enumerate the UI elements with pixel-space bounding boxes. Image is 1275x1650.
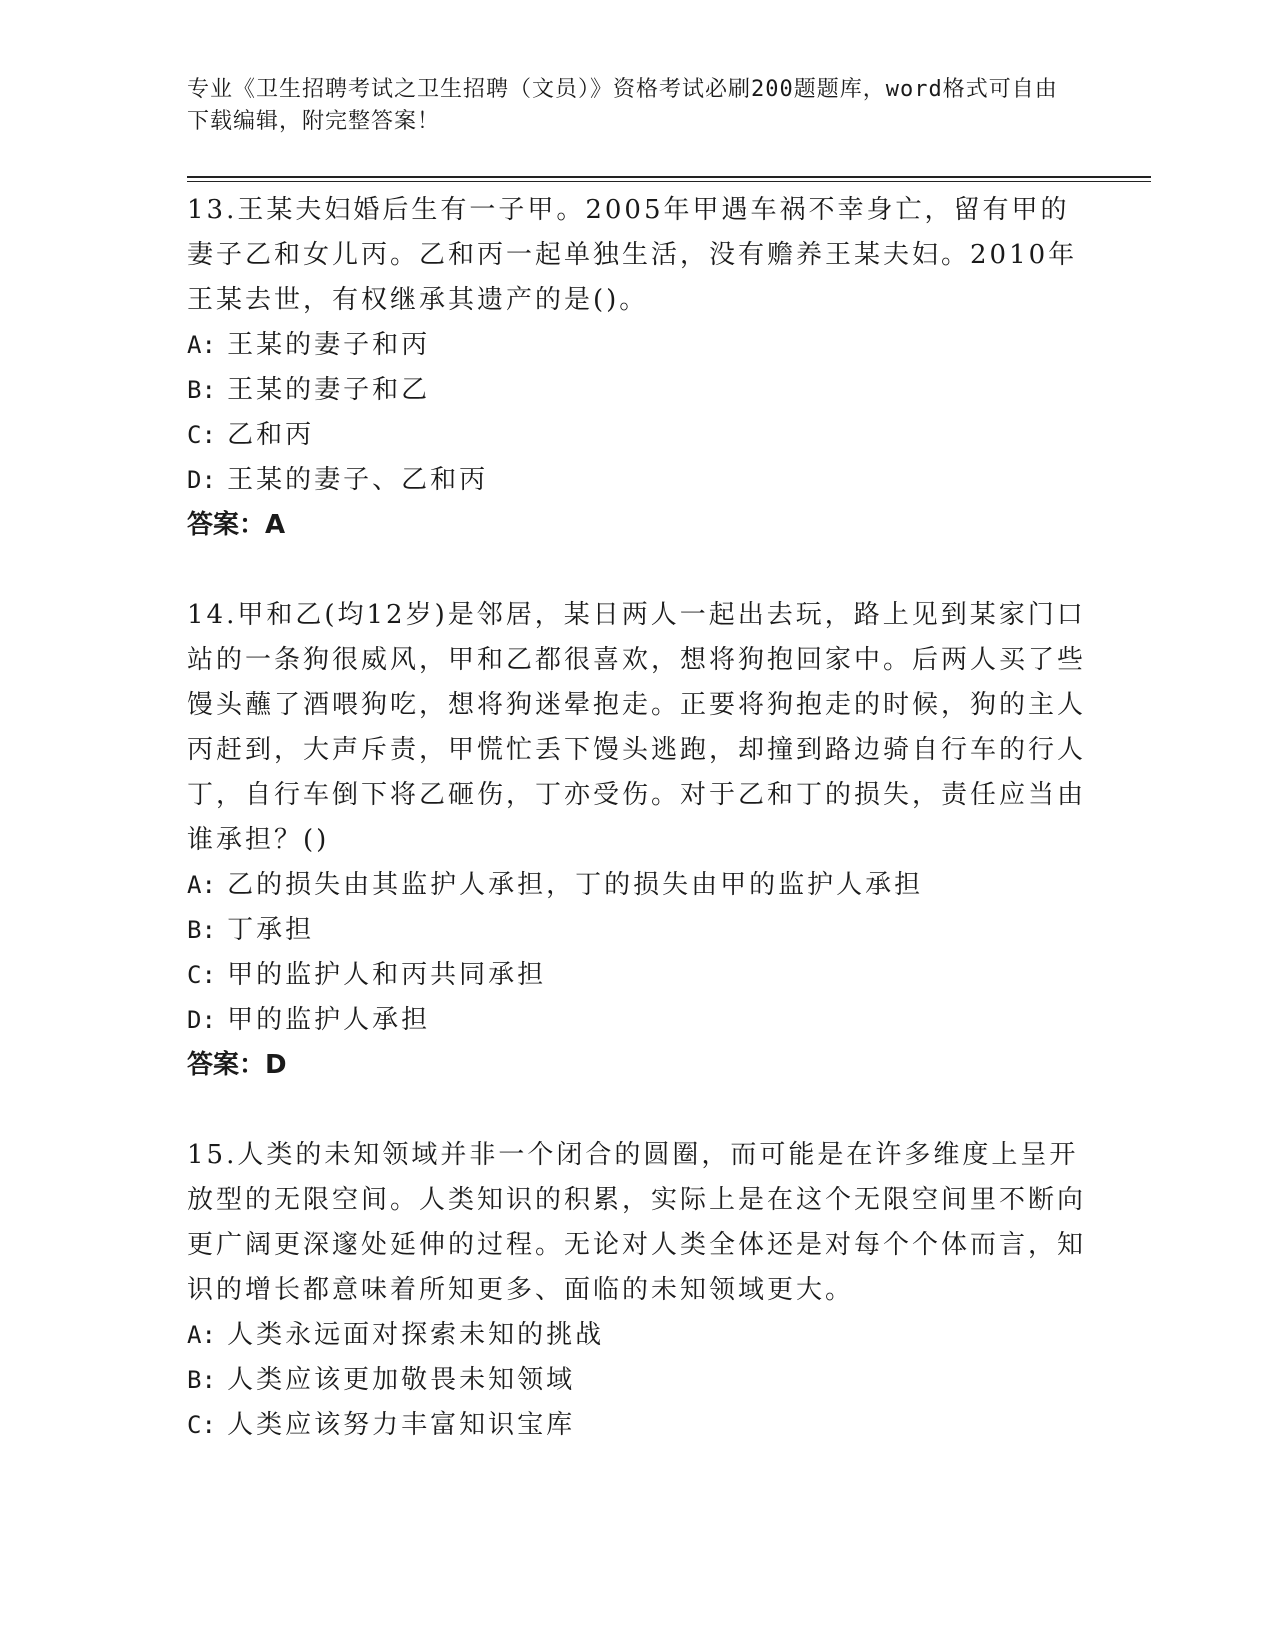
option-a <box>187 863 1087 908</box>
option-b <box>187 1358 1087 1403</box>
option-d <box>187 458 1087 503</box>
option-text: 乙的损失由其监护人承担，丁的损失由甲的监护人承担 <box>227 870 924 900</box>
question-14 <box>187 593 1087 1088</box>
question-13 <box>187 188 1087 548</box>
option-d <box>187 998 1087 1043</box>
option-c <box>187 953 1087 998</box>
question-text: 14.甲和乙(均12岁)是邻居，某日两人一起出去玩，路上见到某家门口站的一条狗很威风，甲和乙都很喜欢，想将狗抱回家中。后两人买了些馒头蘸了酒喂狗吃，想将狗迷晕抱走。正要将狗抱走的时候，狗的主人丙赶到，大声斥责，甲慌忙丢下馒头逃跑，却撞到路边骑自行车的行人丁，自行车倒下将乙砸伤，丁亦受伤。对于乙和丁的损失，责任应当由谁承担？() <box>187 600 1087 855</box>
option-letter: C: <box>187 961 216 989</box>
option-text: 甲的监护人和丙共同承担 <box>227 960 547 990</box>
option-letter: C: <box>187 421 216 449</box>
spacer <box>187 1088 1087 1133</box>
questions-list <box>187 188 1087 1448</box>
option-b <box>187 908 1087 953</box>
option-letter: D: <box>187 466 216 494</box>
option-letter: B: <box>187 376 216 404</box>
option-c <box>187 1403 1087 1448</box>
answer-line: 答案：A <box>187 510 286 540</box>
option-c <box>187 413 1087 458</box>
option-text: 甲的监护人承担 <box>227 1005 431 1035</box>
question-text: 15.人类的未知领域并非一个闭合的圆圈，而可能是在许多维度上呈开放型的无限空间。人类知识的积累，实际上是在这个无限空间里不断向更广阔更深邃处延伸的过程。无论对人类全体还是对每个个体而言，知识的增长都意味着所知更多、面临的未知领域更大。 <box>187 1140 1087 1305</box>
option-letter: A: <box>187 1321 216 1349</box>
option-text: 王某的妻子、乙和丙 <box>227 465 489 495</box>
option-b <box>187 368 1087 413</box>
option-text: 王某的妻子和乙 <box>227 375 431 405</box>
option-letter: B: <box>187 1366 216 1394</box>
option-letter: A: <box>187 331 216 359</box>
document-header: 专业《卫生招聘考试之卫生招聘（文员）》资格考试必刷200题题库，word格式可自由下载编辑，附完整答案！ <box>187 77 1058 134</box>
header-rule-thin <box>187 181 1151 182</box>
answer-line: 答案：D <box>187 1050 287 1080</box>
option-text: 人类应该努力丰富知识宝库 <box>227 1410 576 1440</box>
option-letter: B: <box>187 916 216 944</box>
option-text: 王某的妻子和丙 <box>227 330 431 360</box>
option-text: 丁承担 <box>227 915 315 945</box>
option-letter: D: <box>187 1006 216 1034</box>
question-text: 13.王某夫妇婚后生有一子甲。2005年甲遇车祸不幸身亡，留有甲的妻子乙和女儿丙。乙和丙一起单独生活，没有赡养王某夫妇。2010年王某去世，有权继承其遗产的是()。 <box>187 195 1078 315</box>
option-text: 乙和丙 <box>227 420 315 450</box>
option-a <box>187 323 1087 368</box>
option-a <box>187 1313 1087 1358</box>
option-text: 人类应该更加敬畏未知领域 <box>227 1365 576 1395</box>
option-letter: C: <box>187 1411 216 1439</box>
spacer <box>187 548 1087 593</box>
option-text: 人类永远面对探索未知的挑战 <box>227 1320 605 1350</box>
question-15 <box>187 1133 1087 1448</box>
option-letter: A: <box>187 871 216 899</box>
header-rule-thick <box>187 176 1151 178</box>
